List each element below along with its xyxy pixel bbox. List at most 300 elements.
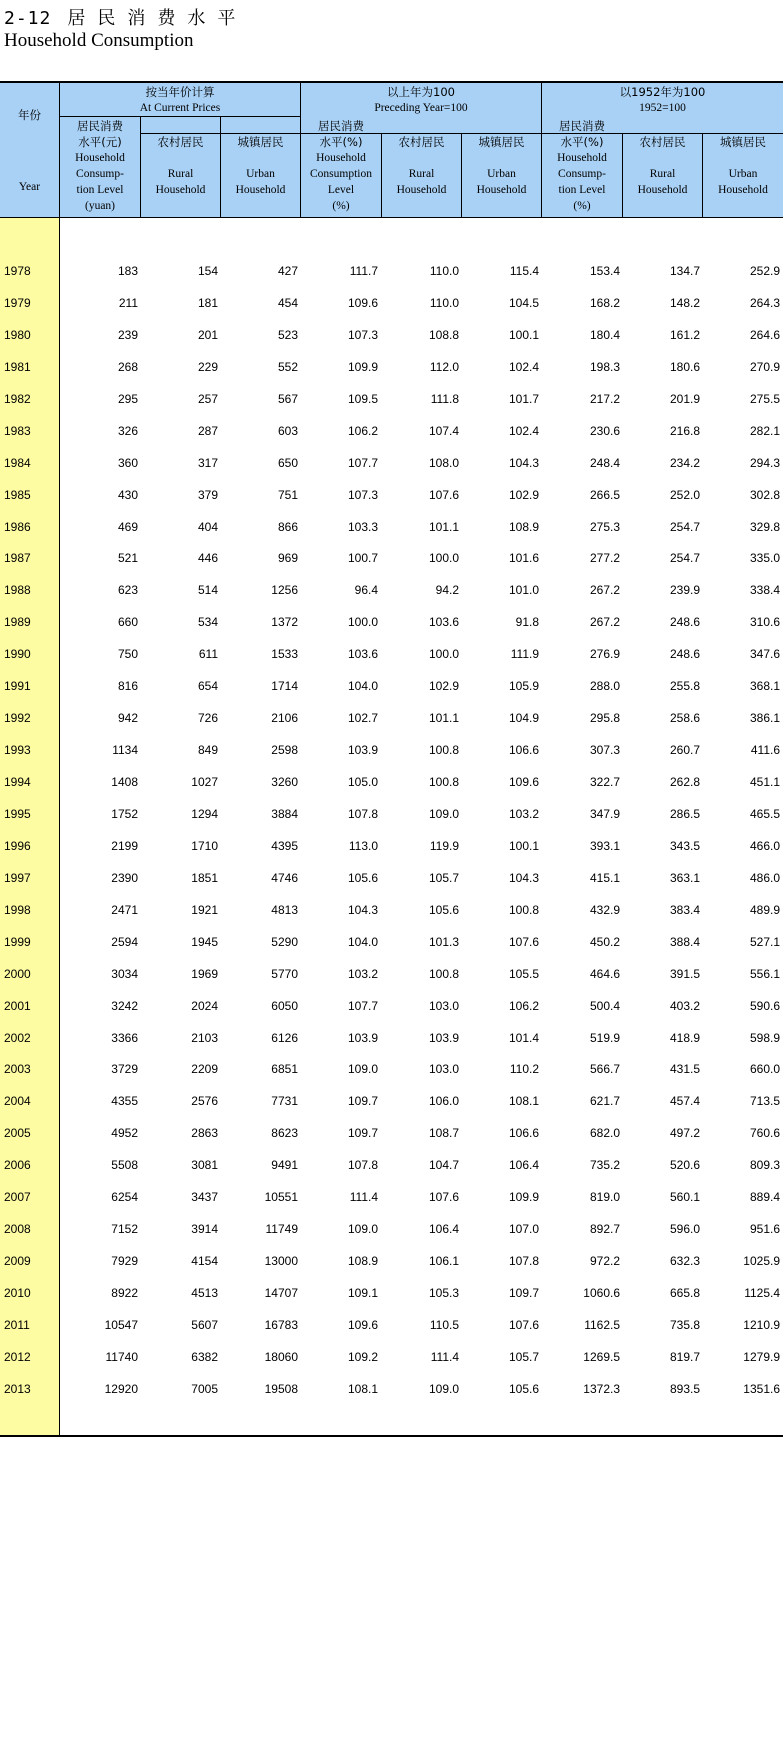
cell-rural-1952: 403.2 [669,998,700,1013]
cell-rural-current: 2863 [191,1126,218,1141]
subheader-g2-rural [382,134,461,198]
cell-urban-1952: 951.6 [749,1222,780,1237]
subheader-rural-cn: 农村居民 [639,135,686,149]
cell-rural-prev: 110.0 [429,264,459,278]
cell-rural-1952: 134.7 [669,264,700,278]
cell-urban-prev: 101.7 [508,391,539,406]
cell-urban-prev: 104.5 [508,295,539,310]
cell-rural-1952: 665.8 [669,1286,700,1300]
cell-urban-1952: 660.0 [749,1062,780,1077]
subheader-rural-en: Rural [649,168,676,180]
cell-rural-1952: 248.6 [669,615,700,630]
subheader-line: tion Level [558,184,606,196]
cell-rural-current: 1294 [191,806,218,821]
cell-urban-1952: 310.6 [749,615,780,630]
cell-rural-prev: 101.1 [428,711,459,726]
cell-urban-1952: 1279.9 [743,1349,780,1364]
cell-rural-current: 6382 [191,1349,218,1364]
cell-urban-prev: 110.2 [509,1062,539,1077]
cell-year: 2012 [4,1349,31,1364]
cell-rural-1952: 343.5 [669,838,700,853]
cell-total-prev: 103.2 [347,966,378,981]
cell-year: 1979 [4,295,31,310]
cell-urban-1952: 1125.4 [744,1286,780,1300]
cell-year: 2001 [4,998,31,1013]
cell-year: 1996 [4,838,31,853]
cell-rural-1952: 254.7 [669,519,700,534]
cell-rural-current: 5607 [191,1317,218,1332]
cell-year: 1991 [4,679,31,694]
cell-year: 1994 [4,775,31,789]
cell-year: 1984 [4,455,31,470]
cell-rural-1952: 520.6 [669,1158,700,1173]
cell-year: 1988 [4,583,31,598]
cell-total-current: 7929 [111,1254,138,1269]
table-body [0,256,783,1406]
cell-rural-prev: 101.1 [428,519,459,534]
cell-urban-prev: 102.4 [508,359,539,374]
cell-total-prev: 103.6 [347,647,378,662]
table-row [0,352,783,384]
cell-total-prev: 107.3 [347,487,378,502]
cell-rural-current: 4154 [191,1254,218,1269]
cell-urban-current: 19508 [264,1381,298,1396]
table-number: 2-12 [4,8,52,29]
cell-rural-1952: 252.0 [669,487,700,502]
cell-rural-prev: 103.6 [428,615,459,630]
cell-urban-current: 4746 [271,870,298,885]
cell-urban-1952: 489.9 [749,902,780,917]
cell-rural-prev: 108.7 [428,1126,459,1141]
cell-rural-prev: 100.8 [428,775,459,789]
cell-rural-prev: 105.6 [428,902,459,917]
cell-year: 1986 [4,519,31,534]
cell-total-prev: 107.8 [347,1158,378,1173]
cell-urban-1952: 598.9 [749,1030,780,1045]
subheader-urban-en: Household [235,184,286,196]
cell-urban-current: 427 [277,264,298,278]
grid-line [220,116,221,218]
table-row [0,1310,783,1342]
cell-total-prev: 109.0 [347,1062,378,1077]
cell-rural-prev: 105.7 [428,870,459,885]
cell-rural-current: 2209 [191,1062,218,1077]
cell-rural-1952: 391.5 [669,966,700,981]
cell-year: 2011 [4,1317,30,1332]
cell-rural-prev: 107.4 [428,423,459,438]
cell-year: 1992 [4,711,31,726]
cell-total-1952: 248.4 [589,455,620,470]
cell-total-current: 360 [117,455,138,470]
cell-rural-1952: 255.8 [669,679,700,694]
cell-urban-current: 603 [277,423,298,438]
cell-total-prev: 107.7 [347,998,378,1013]
cell-total-1952: 1269.5 [583,1349,620,1364]
table-row [0,799,783,831]
cell-rural-prev: 106.0 [428,1094,459,1109]
cell-rural-1952: 893.5 [669,1381,700,1396]
table-row [0,1182,783,1214]
cell-rural-prev: 104.7 [428,1158,459,1173]
cell-urban-current: 751 [277,487,298,502]
cell-year: 2005 [4,1126,31,1141]
cell-urban-current: 1714 [271,679,298,694]
cell-rural-prev: 100.0 [428,647,459,662]
cell-total-prev: 105.0 [347,775,378,789]
subheader-rural-en: Household [396,184,447,196]
subheader-urban-en: Household [718,184,768,196]
cell-total-1952: 621.7 [589,1094,620,1109]
cell-total-1952: 180.4 [589,327,620,342]
cell-urban-current: 2598 [271,743,298,758]
cell-total-prev: 103.9 [347,743,378,758]
cell-total-prev: 109.7 [347,1126,378,1141]
table-row [0,863,783,895]
cell-year: 2004 [4,1094,31,1109]
cell-total-current: 2594 [111,934,138,949]
cell-rural-current: 514 [197,583,218,598]
subheader-line: (yuan) [84,200,115,212]
cell-urban-prev: 104.9 [508,711,539,726]
cell-rural-1952: 216.8 [669,423,700,438]
cell-urban-current: 969 [277,551,298,566]
cell-total-prev: 104.0 [347,679,378,694]
cell-total-1952: 153.4 [589,264,620,278]
cell-rural-1952: 180.6 [669,359,700,374]
cell-total-current: 4355 [111,1094,138,1109]
cell-total-1952: 393.1 [589,838,620,853]
cell-rural-current: 2103 [191,1030,218,1045]
cell-total-1952: 464.6 [589,966,620,981]
cell-urban-current: 5770 [271,966,298,981]
cell-rural-current: 379 [197,487,218,502]
cell-total-1952: 322.7 [589,775,620,789]
cell-year: 1989 [4,615,31,630]
group-header-preceding-cn: 以上年为100 [387,85,455,99]
cell-rural-current: 4513 [191,1286,218,1300]
cell-urban-current: 2106 [271,711,298,726]
cell-rural-current: 1945 [191,934,218,949]
cell-year: 1982 [4,391,31,406]
cell-urban-prev: 100.1 [508,327,539,342]
year-header-cn: 年份 [18,108,41,122]
cell-total-current: 660 [117,615,138,630]
cell-total-current: 326 [117,423,138,438]
cell-urban-1952: 264.6 [749,327,780,342]
grid-line [461,133,462,218]
cell-year: 1993 [4,743,31,758]
table-row [0,448,783,480]
cell-rural-current: 1027 [191,775,218,789]
cell-rural-1952: 632.3 [669,1254,700,1269]
subheader-urban-en: Urban [728,168,758,180]
cell-total-current: 750 [117,647,138,662]
cell-urban-1952: 451.1 [749,775,780,789]
cell-urban-prev: 115.4 [509,264,539,278]
grid-line [381,133,382,218]
group-header-current-en: At Current Prices [139,102,221,114]
grid-line [140,133,783,134]
subheader-line: 水平(元) [78,135,122,149]
cell-rural-prev: 110.0 [429,295,459,310]
cell-rural-current: 2576 [191,1094,218,1109]
cell-total-prev: 109.6 [347,295,378,310]
cell-urban-1952: 338.4 [749,583,780,598]
cell-urban-1952: 590.6 [749,998,780,1013]
cell-urban-current: 6126 [271,1030,298,1045]
cell-rural-prev: 103.0 [428,998,459,1013]
cell-rural-current: 181 [197,295,218,310]
cell-year: 1998 [4,902,31,917]
cell-rural-current: 1710 [191,838,218,853]
cell-urban-1952: 527.1 [749,934,780,949]
cell-rural-prev: 106.1 [428,1254,459,1269]
group-header-preceding [301,84,541,116]
cell-urban-1952: 486.0 [749,870,780,885]
cell-total-prev: 103.3 [347,519,378,534]
cell-total-current: 430 [117,487,138,502]
subheader-urban-cn: 城镇居民 [237,135,284,149]
cell-total-current: 7152 [111,1222,138,1237]
cell-rural-current: 7005 [191,1381,218,1396]
cell-total-prev: 107.7 [347,455,378,470]
subheader-urban-cn: 城镇居民 [478,135,525,149]
cell-urban-current: 5290 [271,934,298,949]
cell-year: 2009 [4,1254,31,1269]
cell-year: 2007 [4,1190,31,1205]
cell-rural-prev: 107.6 [428,487,459,502]
cell-total-1952: 892.7 [589,1222,620,1237]
subheader-g2-urban [462,134,541,198]
cell-total-prev: 106.2 [347,423,378,438]
cell-urban-prev: 109.6 [508,775,539,789]
cell-urban-current: 454 [277,295,298,310]
cell-rural-1952: 457.4 [669,1094,700,1109]
subheader-g1-urban [221,134,300,198]
cell-urban-prev: 105.7 [508,1349,539,1364]
cell-total-prev: 96.4 [354,583,378,598]
cell-rural-current: 257 [197,391,218,406]
cell-total-current: 521 [117,551,138,566]
cell-urban-current: 4813 [271,902,298,917]
cell-urban-1952: 368.1 [749,679,780,694]
grid-line [59,116,301,117]
cell-urban-prev: 91.8 [515,615,539,630]
cell-rural-1952: 148.2 [669,295,700,310]
cell-urban-1952: 1025.9 [743,1254,780,1269]
cell-total-prev: 109.9 [347,359,378,374]
subheader-urban-en: Urban [246,168,275,180]
cell-urban-1952: 252.9 [749,264,780,278]
cell-total-prev: 111.4 [349,1190,378,1205]
cell-total-current: 211 [118,295,138,310]
group-header-1952-cn: 以1952年为100 [619,85,706,99]
cell-rural-prev: 111.4 [430,1349,459,1364]
subheader-line: Consump- [558,168,606,180]
cell-total-prev: 113.0 [348,838,378,853]
subheader-rural-cn: 农村居民 [157,135,204,149]
cell-total-1952: 230.6 [589,423,620,438]
cell-rural-1952: 234.2 [669,455,700,470]
table-row [0,512,783,544]
cell-total-1952: 307.3 [589,743,620,758]
group-header-current-cn: 按当年价计算 [145,85,215,99]
cell-rural-1952: 418.9 [669,1030,700,1045]
cell-total-current: 2471 [111,902,138,917]
subheader-line: (%) [332,200,350,212]
cell-total-current: 1134 [112,743,138,758]
cell-total-prev: 109.6 [347,1317,378,1332]
cell-rural-current: 654 [197,679,218,694]
cell-urban-current: 8623 [271,1126,298,1141]
cell-urban-current: 552 [277,359,298,374]
cell-year: 1978 [4,264,31,278]
cell-rural-prev: 110.5 [429,1317,459,1332]
cell-total-1952: 432.9 [589,902,620,917]
cell-urban-prev: 109.7 [508,1286,539,1300]
cell-urban-1952: 411.6 [750,743,780,758]
table-row [0,991,783,1023]
cell-rural-1952: 201.9 [669,391,700,406]
cell-rural-current: 611 [198,647,218,662]
cell-urban-current: 13000 [264,1254,298,1269]
cell-total-1952: 267.2 [589,615,620,630]
cell-rural-1952: 260.7 [669,743,700,758]
subheader-g3-rural [623,134,702,198]
cell-urban-current: 16783 [264,1317,298,1332]
cell-urban-prev: 105.5 [508,966,539,981]
grid-line [59,83,60,218]
cell-total-current: 3242 [111,998,138,1013]
subheader-line: 居民消费 [559,119,605,133]
table-row [0,959,783,991]
cell-total-1952: 295.8 [589,711,620,726]
cell-urban-prev: 105.6 [508,1381,539,1396]
cell-urban-1952: 264.3 [749,295,780,310]
subheader-urban-en: Urban [487,168,516,180]
cell-year: 2003 [4,1062,31,1077]
cell-rural-1952: 286.5 [669,806,700,821]
cell-rural-1952: 383.4 [669,902,700,917]
subheader-rural-en: Rural [408,168,435,180]
subheader-line: Consump- [76,168,124,180]
cell-total-current: 623 [117,583,138,598]
cell-urban-current: 567 [277,391,298,406]
cell-year: 1990 [4,647,31,662]
cell-total-current: 6254 [111,1190,138,1205]
cell-urban-1952: 809.3 [749,1158,780,1173]
subheader-line: 水平(%) [319,135,363,149]
group-header-1952-en: 1952=100 [639,102,686,114]
cell-rural-prev: 100.0 [428,551,459,566]
table-row [0,1023,783,1055]
cell-total-1952: 450.2 [589,934,620,949]
cell-urban-prev: 107.0 [508,1222,539,1237]
cell-total-prev: 105.6 [347,870,378,885]
cell-rural-current: 1921 [191,902,218,917]
cell-urban-current: 9491 [271,1158,298,1173]
cell-urban-current: 3884 [271,806,298,821]
cell-total-1952: 275.3 [589,519,620,534]
cell-total-current: 183 [117,264,138,278]
cell-rural-prev: 107.6 [428,1190,459,1205]
subheader-urban-en: Household [476,184,527,196]
group-header-1952 [542,84,783,116]
cell-urban-prev: 100.1 [508,838,539,853]
cell-rural-prev: 100.8 [428,743,459,758]
cell-rural-1952: 735.8 [669,1317,700,1332]
cell-rural-prev: 103.0 [428,1062,459,1077]
cell-total-current: 11740 [105,1349,138,1364]
cell-urban-prev: 103.2 [508,806,539,821]
cell-rural-1952: 161.2 [669,327,700,342]
table-row [0,1086,783,1118]
cell-total-prev: 102.7 [347,711,378,726]
cell-total-prev: 107.8 [347,806,378,821]
grid-line [622,133,623,218]
cell-urban-current: 1256 [271,583,298,598]
cell-total-1952: 415.1 [589,870,620,885]
cell-rural-1952: 239.9 [669,583,700,598]
grid-line [140,116,141,218]
cell-urban-current: 4395 [271,838,298,853]
cell-total-current: 816 [117,679,138,694]
table-row [0,927,783,959]
cell-urban-current: 866 [277,519,298,534]
table-row [0,639,783,671]
cell-urban-prev: 107.6 [508,934,539,949]
cell-urban-1952: 347.6 [749,647,780,662]
cell-rural-1952: 248.6 [669,647,700,662]
subheader-line: 居民消费 [318,119,364,133]
cell-total-current: 2199 [111,838,138,853]
cell-urban-prev: 104.3 [508,455,539,470]
table-row [0,895,783,927]
cell-total-1952: 276.9 [589,647,620,662]
cell-urban-prev: 104.3 [508,870,539,885]
cell-year: 1987 [4,551,31,566]
cell-total-1952: 1372.3 [583,1381,620,1396]
cell-total-current: 1752 [111,806,138,821]
cell-urban-prev: 108.9 [508,519,539,534]
cell-total-prev: 109.5 [347,391,378,406]
cell-total-current: 942 [117,711,138,726]
cell-total-1952: 288.0 [589,679,620,694]
cell-urban-current: 11749 [265,1222,298,1237]
cell-urban-1952: 335.0 [749,551,780,566]
cell-rural-prev: 109.0 [428,1381,459,1396]
table-row [0,1342,783,1374]
table-title-en: Household Consumption [4,30,194,51]
cell-year: 2002 [4,1030,31,1045]
cell-urban-prev: 111.9 [510,647,539,662]
cell-urban-1952: 1351.6 [743,1381,780,1396]
cell-rural-current: 3081 [191,1158,218,1173]
group-header-current [60,84,300,116]
table-row [0,480,783,512]
cell-rural-current: 201 [197,327,218,342]
table-row [0,831,783,863]
cell-rural-prev: 108.0 [428,455,459,470]
grid-line [300,83,301,218]
cell-rural-current: 3914 [191,1222,218,1237]
cell-urban-prev: 105.9 [508,679,539,694]
cell-urban-1952: 465.5 [749,806,780,821]
cell-rural-prev: 102.9 [428,679,459,694]
cell-total-current: 3729 [111,1062,138,1077]
cell-urban-1952: 282.1 [749,423,780,438]
table-row [0,543,783,575]
